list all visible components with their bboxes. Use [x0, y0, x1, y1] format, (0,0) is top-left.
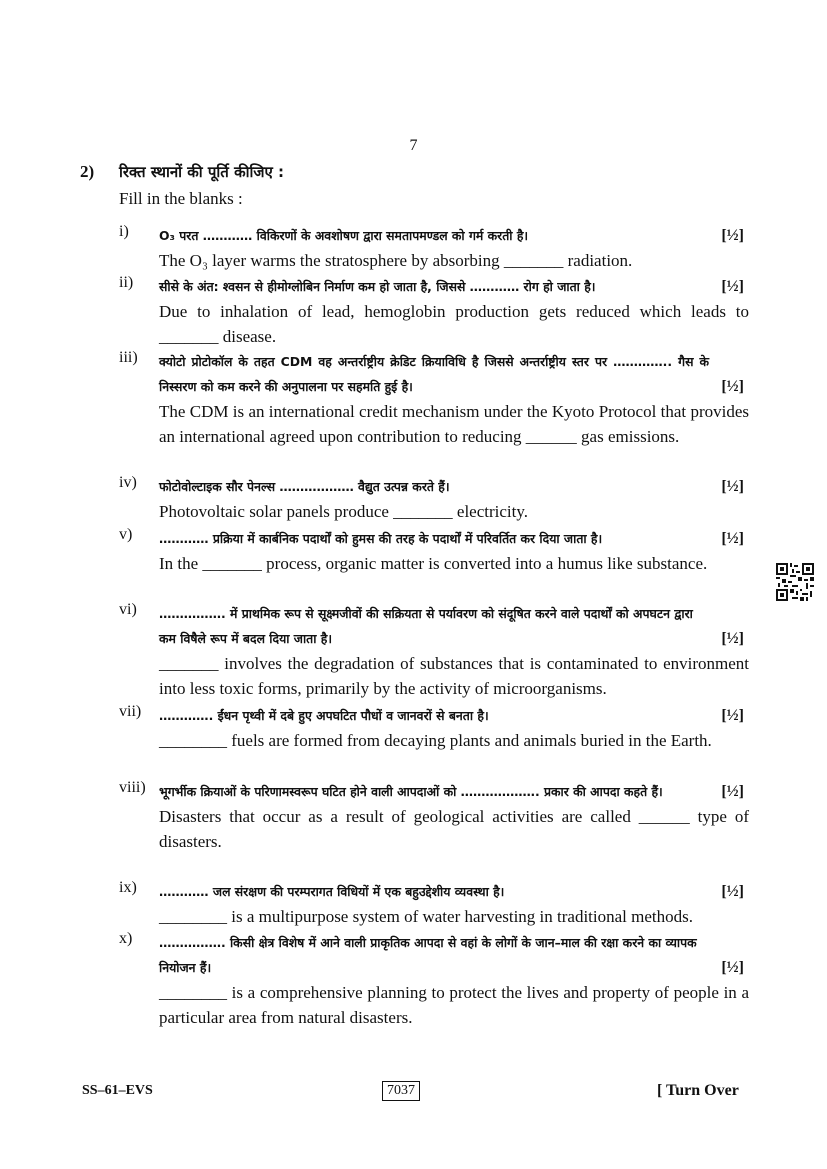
item-english-text: The O₃ layer warms the stratosphere by absorbing _______ radiation. — [159, 251, 633, 270]
marks-label: [½] — [721, 227, 744, 244]
blank-item — [119, 526, 749, 576]
marks-label: [½] — [721, 278, 744, 295]
question-title-english: Fill in the blanks : — [119, 189, 243, 208]
item-hindi-text: सीसे के अंत: श्वसन से हीमोग्लोबिन निर्माण कम हो जाता है, जिससे ………… रोग हो जाता है। — [159, 279, 596, 294]
question-title-hindi: रिक्त स्थानों की पूर्ति कीजिए : — [119, 163, 285, 181]
page-number: 7 — [409, 137, 418, 154]
qr-code — [776, 563, 814, 601]
blank-item — [119, 703, 749, 753]
question-number: 2) — [80, 162, 95, 181]
item-number: i) — [119, 223, 129, 240]
item-hindi-text: ……………. में प्राथमिक रूप से सूक्ष्मजीवों की सक्रियता से पर्यावरण को संदूषित करने वाले पदार्थों को अपघटन द्वारा कम विषैले रूप में बदल दिया जाता है। — [159, 606, 693, 646]
item-english-text: Due to inhalation of lead, hemoglobin production gets reduced which leads to _______ disease. — [159, 302, 749, 346]
item-number: viii) — [119, 779, 146, 796]
blank-item — [119, 474, 749, 524]
blank-item — [119, 930, 749, 1030]
item-hindi-text: क्योटो प्रोटोकॉल के तहत CDM वह अन्तर्राष्ट्रीय क्रेडिट क्रियाविधि है जिससे अन्तर्राष्ट्रीय स्तर पर ………….. गैस के निस्सरण को कम करने की अनुपालना पर सहमति हुई है। — [159, 354, 709, 394]
item-hindi-text: भूगर्भीक क्रियाओं के परिणामस्वरूप घटित होने वाली आपदाओं को ………………. प्रकार की आपदा कहते हैं। — [159, 784, 663, 799]
item-number: iv) — [119, 474, 137, 491]
item-english-text: ________ is a comprehensive planning to protect the lives and property of people in a particular area from natural disasters. — [159, 983, 749, 1027]
marks-label: [½] — [721, 478, 744, 495]
item-hindi-text: O₃ परत ………… विकिरणों के अवशोषण द्वारा समतापमण्डल को गर्म करती है। — [159, 228, 529, 243]
item-hindi-text: ……………. किसी क्षेत्र विशेष में आने वाली प्राकृतिक आपदा से वहां के लोगों के जान–माल की रक्षा करने का व्यापक नियोजन हैं। — [159, 935, 697, 975]
blank-item — [119, 274, 749, 349]
marks-label: [½] — [721, 530, 744, 547]
marks-label: [½] — [721, 378, 744, 395]
item-number: iii) — [119, 349, 138, 366]
item-number: x) — [119, 930, 133, 947]
marks-label: [½] — [721, 630, 744, 647]
item-english-text: ________ fuels are formed from decaying plants and animals buried in the Earth. — [159, 731, 712, 750]
item-number: vi) — [119, 601, 137, 618]
item-hindi-text: फोटोवोल्टाइक सौर पेनल्स ……………… वैद्युत उत्पन्न करते हैं। — [159, 479, 450, 494]
marks-label: [½] — [721, 959, 744, 976]
item-english-text: In the _______ process, organic matter is converted into a humus like substance. — [159, 554, 708, 573]
item-english-text: _______ involves the degradation of substances that is contaminated to environment into less toxic forms, primarily by the activity of microorganisms. — [159, 654, 749, 698]
item-english-text: The CDM is an international credit mechanism under the Kyoto Protocol that provides an international agreed upon contribution to reducing ______ gas emissions. — [159, 402, 749, 446]
item-english-text: ________ is a multipurpose system of water harvesting in traditional methods. — [159, 907, 693, 926]
turn-over-label: [ Turn Over — [657, 1082, 739, 1099]
page-code-box: 7037 — [382, 1081, 420, 1101]
item-number: v) — [119, 526, 133, 543]
blank-item — [119, 349, 749, 449]
blank-item — [119, 223, 749, 273]
marks-label: [½] — [721, 783, 744, 800]
item-number: ix) — [119, 879, 137, 896]
item-hindi-text: …………. ईंधन पृथ्वी में दबे हुए अपघटित पौधों व जानवरों से बनता है। — [159, 708, 489, 723]
item-hindi-text: ………… प्रक्रिया में कार्बनिक पदार्थों को हुमस की तरह के पदार्थों में परिवर्तित कर दिया जाता है। — [159, 531, 603, 546]
paper-code: SS–61–EVS — [82, 1083, 153, 1098]
marks-label: [½] — [721, 707, 744, 724]
item-number: vii) — [119, 703, 142, 720]
blank-item — [119, 879, 749, 929]
marks-label: [½] — [721, 883, 744, 900]
item-english-text: Disasters that occur as a result of geological activities are called ______ type of disasters. — [159, 807, 749, 851]
item-english-text: Photovoltaic solar panels produce _______ electricity. — [159, 502, 529, 521]
item-number: ii) — [119, 274, 134, 291]
blank-item — [119, 779, 749, 854]
item-hindi-text: ………… जल संरक्षण की परम्परागत विधियों में एक बहुउद्देशीय व्यवस्था है। — [159, 884, 505, 899]
blank-item — [119, 601, 749, 701]
